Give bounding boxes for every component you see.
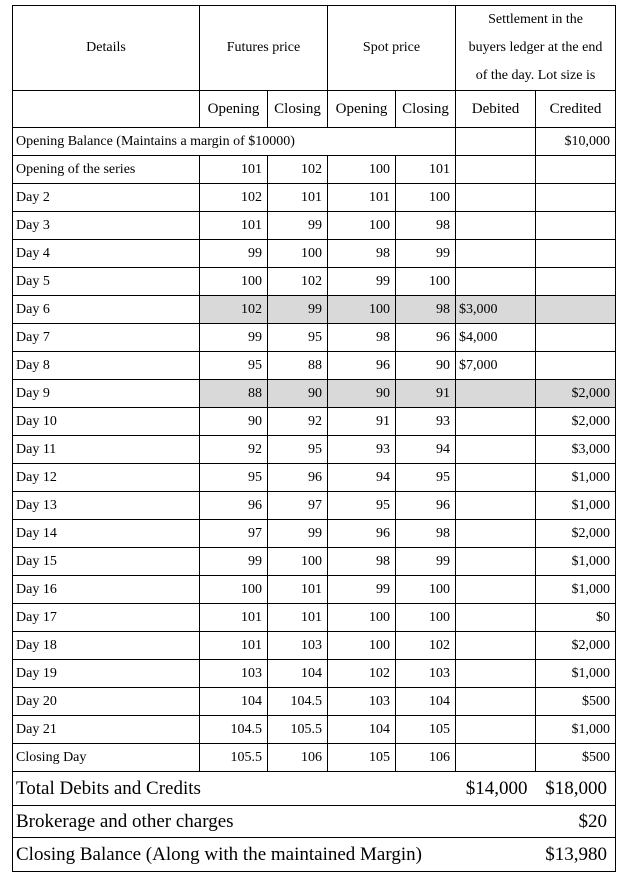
spot-opening: 99 [328,576,396,604]
row-label: Day 11 [13,436,200,464]
debited [456,632,536,660]
opening-balance-row [13,128,616,156]
credited: $1,000 [536,464,616,492]
futures-opening: 92 [200,436,268,464]
row-label: Day 2 [13,184,200,212]
futures-opening: 100 [200,268,268,296]
row-label: Day 9 [13,380,200,408]
futures-opening: 104.5 [200,716,268,744]
settlement-line-2: buyers ledger at the end [468,40,603,55]
futures-opening: 99 [200,548,268,576]
table-row [13,380,616,408]
subheader-row [13,91,616,128]
futures-closing: 101 [268,604,328,632]
header-row [13,6,616,91]
spot-opening: 100 [328,604,396,632]
spot-opening: 95 [328,492,396,520]
table-row [13,492,616,520]
table-row [13,604,616,632]
table-row [13,240,616,268]
table-row [13,184,616,212]
futures-closing: 95 [268,436,328,464]
credited [536,156,616,184]
table-row [13,156,616,184]
debited [456,716,536,744]
debited [456,576,536,604]
spot-closing: 94 [396,436,456,464]
totals-row [13,772,616,806]
row-label: Day 21 [13,716,200,744]
brokerage-label: Brokerage and other charges [13,806,536,838]
spot-opening: 100 [328,156,396,184]
spot-closing: 96 [396,492,456,520]
debited [456,156,536,184]
spot-closing: 100 [396,184,456,212]
header-settlement [456,6,616,91]
futures-opening: 101 [200,604,268,632]
spot-closing: 105 [396,716,456,744]
credited: $1,000 [536,576,616,604]
debited [456,184,536,212]
credited: $2,000 [536,632,616,660]
debited [456,604,536,632]
subheader-blank [13,91,200,128]
row-label: Day 6 [13,296,200,324]
futures-closing: 102 [268,156,328,184]
credited: $1,000 [536,716,616,744]
spot-closing: 106 [396,744,456,772]
debited [456,744,536,772]
spot-closing: 98 [396,296,456,324]
futures-opening: 101 [200,212,268,240]
credited: $2,000 [536,380,616,408]
credited [536,352,616,380]
credited [536,212,616,240]
spot-closing: 103 [396,660,456,688]
debited [456,548,536,576]
ledger-table [12,5,616,872]
spot-closing: 104 [396,688,456,716]
table-row [13,352,616,380]
spot-opening: 96 [328,352,396,380]
debited: $7,000 [456,352,536,380]
futures-closing: 92 [268,408,328,436]
credited: $1,000 [536,548,616,576]
row-label: Day 3 [13,212,200,240]
spot-opening: 96 [328,520,396,548]
futures-closing: 90 [268,380,328,408]
debited [456,408,536,436]
row-label: Day 19 [13,660,200,688]
spot-opening: 98 [328,548,396,576]
spot-closing: 90 [396,352,456,380]
subheader-debited: Debited [456,91,536,128]
row-label: Day 18 [13,632,200,660]
debited [456,380,536,408]
spot-opening: 99 [328,268,396,296]
futures-closing: 103 [268,632,328,660]
spot-opening: 98 [328,240,396,268]
closing-balance-label: Closing Balance (Along with the maintained Margin) [13,838,536,872]
row-label: Day 10 [13,408,200,436]
row-label: Day 8 [13,352,200,380]
credited: $500 [536,744,616,772]
debited [456,688,536,716]
futures-closing: 96 [268,464,328,492]
spot-closing: 93 [396,408,456,436]
spot-opening: 100 [328,296,396,324]
subheader-futures-opening: Opening [200,91,268,128]
futures-closing: 104.5 [268,688,328,716]
futures-closing: 102 [268,268,328,296]
subheader-credited: Credited [536,91,616,128]
spot-closing: 99 [396,548,456,576]
row-label: Day 17 [13,604,200,632]
subheader-spot-opening: Opening [328,91,396,128]
spot-opening: 103 [328,688,396,716]
futures-closing: 99 [268,520,328,548]
futures-opening: 102 [200,184,268,212]
table-row [13,688,616,716]
futures-opening: 102 [200,296,268,324]
row-label: Day 5 [13,268,200,296]
totals-credited: $18,000 [536,772,616,806]
spot-closing: 100 [396,604,456,632]
credited [536,240,616,268]
futures-opening: 101 [200,632,268,660]
spot-closing: 95 [396,464,456,492]
debited [456,212,536,240]
debited [456,660,536,688]
row-label: Day 20 [13,688,200,716]
spot-closing: 98 [396,520,456,548]
futures-opening: 97 [200,520,268,548]
header-futures-price: Futures price [200,6,328,91]
table-row [13,716,616,744]
futures-opening: 95 [200,464,268,492]
debited: $3,000 [456,296,536,324]
futures-opening: 104 [200,688,268,716]
subheader-spot-closing: Closing [396,91,456,128]
closing-balance-value: $13,980 [536,838,616,872]
futures-closing: 95 [268,324,328,352]
futures-closing: 100 [268,548,328,576]
spot-closing: 98 [396,212,456,240]
subheader-futures-closing: Closing [268,91,328,128]
spot-opening: 91 [328,408,396,436]
futures-opening: 105.5 [200,744,268,772]
row-label: Day 12 [13,464,200,492]
credited [536,296,616,324]
row-label: Day 13 [13,492,200,520]
totals-debited: $14,000 [456,772,536,806]
futures-opening: 96 [200,492,268,520]
credited: $2,000 [536,520,616,548]
futures-opening: 100 [200,576,268,604]
brokerage-value: $20 [536,806,616,838]
table-row [13,324,616,352]
table-row [13,464,616,492]
spot-opening: 100 [328,632,396,660]
futures-opening: 88 [200,380,268,408]
table-row [13,212,616,240]
table-row [13,296,616,324]
table-row [13,268,616,296]
futures-closing: 88 [268,352,328,380]
spot-opening: 102 [328,660,396,688]
spot-opening: 98 [328,324,396,352]
spot-opening: 90 [328,380,396,408]
table-row [13,436,616,464]
spot-closing: 101 [396,156,456,184]
debited [456,436,536,464]
table-row [13,576,616,604]
futures-closing: 99 [268,212,328,240]
spot-closing: 99 [396,240,456,268]
row-label: Day 14 [13,520,200,548]
brokerage-row [13,806,616,838]
debited [456,520,536,548]
credited: $3,000 [536,436,616,464]
header-details: Details [13,6,200,91]
debited [456,268,536,296]
table-row [13,408,616,436]
table-row [13,548,616,576]
opening-balance-debited [456,128,536,156]
spot-closing: 100 [396,576,456,604]
spot-opening: 104 [328,716,396,744]
debited [456,492,536,520]
header-spot-price: Spot price [328,6,456,91]
row-label: Day 16 [13,576,200,604]
row-label: Closing Day [13,744,200,772]
credited: $2,000 [536,408,616,436]
futures-closing: 99 [268,296,328,324]
spot-closing: 96 [396,324,456,352]
credited: $1,000 [536,660,616,688]
table-row [13,744,616,772]
table-row [13,520,616,548]
debited: $4,000 [456,324,536,352]
futures-opening: 95 [200,352,268,380]
spot-opening: 100 [328,212,396,240]
settlement-line-3: of the day. Lot size is [475,68,596,83]
futures-closing: 100 [268,240,328,268]
table-row [13,660,616,688]
opening-balance-credited: $10,000 [536,128,616,156]
futures-closing: 106 [268,744,328,772]
futures-closing: 101 [268,184,328,212]
credited: $0 [536,604,616,632]
credited: $500 [536,688,616,716]
futures-closing: 101 [268,576,328,604]
spot-closing: 102 [396,632,456,660]
futures-opening: 99 [200,324,268,352]
table-row [13,632,616,660]
futures-closing: 104 [268,660,328,688]
spot-opening: 93 [328,436,396,464]
futures-opening: 101 [200,156,268,184]
opening-balance-label: Opening Balance (Maintains a margin of $10000) [13,128,456,156]
spot-closing: 91 [396,380,456,408]
futures-opening: 90 [200,408,268,436]
debited [456,240,536,268]
futures-opening: 99 [200,240,268,268]
credited [536,184,616,212]
closing-balance-row [13,838,616,872]
totals-label: Total Debits and Credits [13,772,456,806]
spot-opening: 105 [328,744,396,772]
credited: $1,000 [536,492,616,520]
spot-closing: 100 [396,268,456,296]
credited [536,324,616,352]
settlement-line-1: Settlement in the [488,12,583,27]
row-label: Opening of the series [13,156,200,184]
spot-opening: 101 [328,184,396,212]
row-label: Day 7 [13,324,200,352]
credited [536,268,616,296]
debited [456,464,536,492]
row-label: Day 4 [13,240,200,268]
futures-closing: 105.5 [268,716,328,744]
futures-opening: 103 [200,660,268,688]
row-label: Day 15 [13,548,200,576]
futures-closing: 97 [268,492,328,520]
spot-opening: 94 [328,464,396,492]
